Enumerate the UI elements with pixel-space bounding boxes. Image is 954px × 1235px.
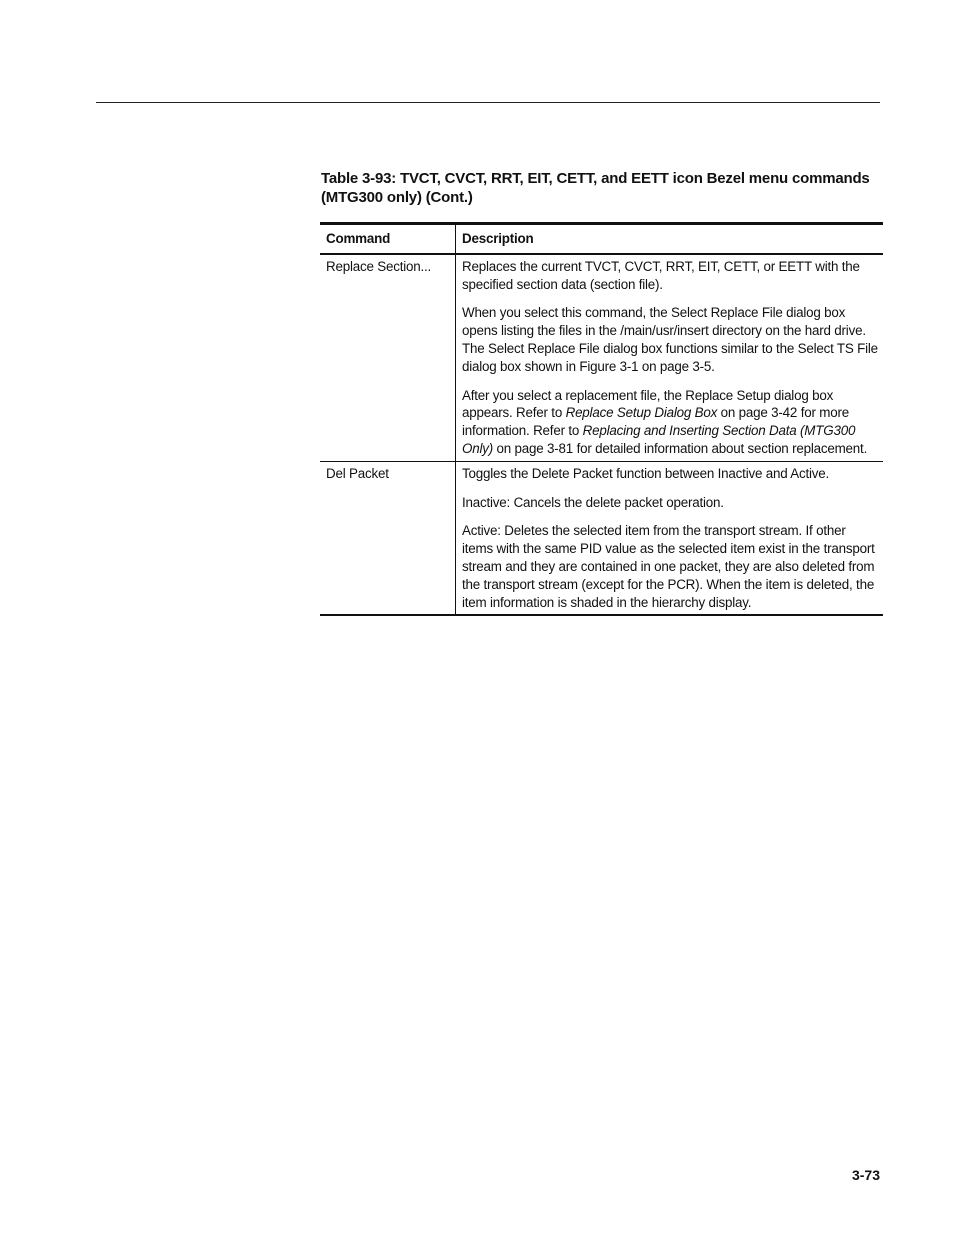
- description-text: on page 3-81 for detailed information about section replacement.: [493, 440, 868, 456]
- description-paragraph: When you select this command, the Select Replace File dialog box opens listing the files in the /main/usr/insert directory on the hard drive. The Select Replace File dialog box functions similar to the Select TS File dialog box shown in Figure 3-1 on page 3-5.: [462, 305, 878, 374]
- table-row: [320, 461, 883, 615]
- table-row: [320, 254, 883, 461]
- command-cell: Del Packet: [320, 461, 456, 615]
- header-rule: [96, 102, 880, 103]
- caption-line-2: (MTG300 only) (Cont.): [321, 189, 473, 206]
- command-cell: Replace Section...: [320, 254, 456, 461]
- description-text: After you select a replacement file, the Replace Setup dialog box appears. Refer to: [462, 387, 834, 421]
- table-caption: [321, 169, 881, 207]
- page-number: 3-73: [851, 1167, 880, 1183]
- cross-reference: Replace Setup Dialog Box: [565, 405, 718, 421]
- description-paragraph: Toggles the Delete Packet function between Inactive and Active.: [462, 465, 830, 481]
- description-cell: [456, 254, 884, 461]
- description-paragraph: [462, 387, 878, 458]
- header-description: Description: [456, 224, 884, 254]
- description-paragraph: Inactive: Cancels the delete packet operation.: [462, 494, 724, 510]
- caption-line-1: Table 3-93: TVCT, CVCT, RRT, EIT, CETT, and EETT icon Bezel menu commands: [321, 170, 870, 187]
- commands-table: [320, 222, 883, 616]
- description-text: on page 3-42 for more information. Refer to: [462, 405, 849, 439]
- description-paragraph: Active: Deletes the selected item from the transport stream. If other items with the same PID value as the selected item exist in the transport stream and they are contained in one packet, they are also deleted from the transport stream (except for the PCR). When the item is deleted, the item information is shaded in the hierarchy display.: [462, 523, 875, 610]
- description-cell: [456, 461, 884, 615]
- cross-reference: Replacing and Inserting Section Data (MTG300 Only): [462, 423, 856, 456]
- header-command: Command: [320, 224, 456, 254]
- table-header-row: [320, 224, 883, 254]
- description-paragraph: Replaces the current TVCT, CVCT, RRT, EIT, CETT, or EETT with the specified section data (section file).: [462, 258, 860, 292]
